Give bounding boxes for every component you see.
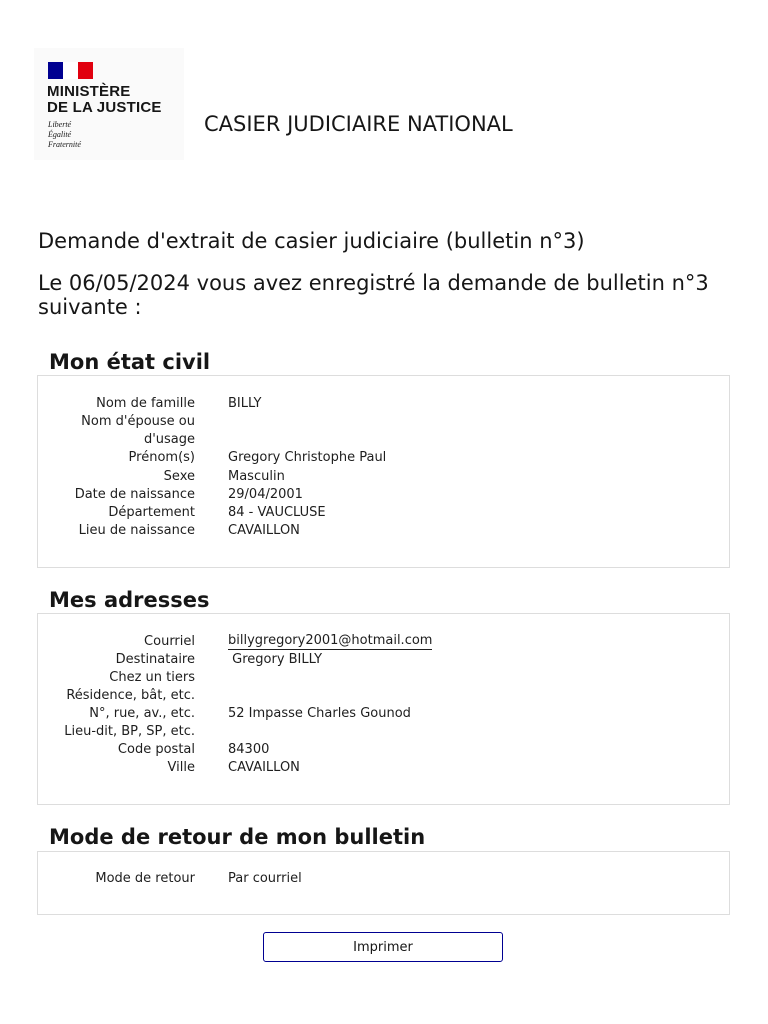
section-title-adresses: Mes adresses xyxy=(49,588,210,612)
field-row-rue xyxy=(38,705,729,723)
field-label: Chez un tiers xyxy=(109,670,195,685)
document-title: Demande d'extrait de casier judiciaire (bulletin n°3) xyxy=(38,229,585,253)
field-label: N°, rue, av., etc. xyxy=(89,706,195,721)
field-label: Courriel xyxy=(144,634,195,649)
ministry-logo xyxy=(34,48,184,160)
field-value: Gregory BILLY xyxy=(228,652,323,667)
field-value: 84300 xyxy=(228,742,270,757)
field-row-residence xyxy=(38,687,729,705)
field-label: Ville xyxy=(167,760,195,775)
field-value: Par courriel xyxy=(228,871,302,886)
ministry-name: MINISTÈRE DE LA JUSTICE xyxy=(47,83,162,116)
field-value: BILLY xyxy=(228,396,262,411)
field-value: Masculin xyxy=(228,469,285,484)
field-label: Lieu de naissance xyxy=(78,523,195,538)
field-row-chez-tiers xyxy=(38,669,729,687)
field-label: Nom de famille xyxy=(96,396,195,411)
retour-panel xyxy=(37,851,730,915)
field-label: Prénom(s) xyxy=(128,450,195,465)
field-row-destinataire xyxy=(38,651,729,669)
field-row-prenoms xyxy=(38,449,729,467)
section-title-retour: Mode de retour de mon bulletin xyxy=(49,825,426,849)
intro-text: Le 06/05/2024 vous avez enregistré la demande de bulletin n°3 suivante : xyxy=(38,271,709,319)
header-title: CASIER JUDICIAIRE NATIONAL xyxy=(204,112,513,136)
field-row-nom-usage xyxy=(38,431,729,449)
field-value: CAVAILLON xyxy=(228,760,300,775)
field-row-ville xyxy=(38,759,729,777)
field-label: Nom d'épouse ou xyxy=(81,414,195,429)
field-row-departement xyxy=(38,504,729,522)
section-title-etat-civil: Mon état civil xyxy=(49,350,211,374)
adresses-panel xyxy=(37,613,730,805)
republic-motto: Liberté Égalité Fraternité xyxy=(48,120,81,149)
field-label: Lieu-dit, BP, SP, etc. xyxy=(64,724,195,739)
field-label: d'usage xyxy=(143,432,195,447)
email-link[interactable]: billygregory2001@hotmail.com xyxy=(228,633,433,648)
field-value: Gregory Christophe Paul xyxy=(228,450,387,465)
field-row-nom-famille xyxy=(38,395,729,413)
field-row-sexe xyxy=(38,468,729,486)
field-label: Code postal xyxy=(117,742,195,757)
field-value: 29/04/2001 xyxy=(228,487,303,502)
field-label: Résidence, bât, etc. xyxy=(66,688,195,703)
field-label: Sexe xyxy=(163,469,195,484)
french-flag-icon xyxy=(48,62,93,79)
field-label: Destinataire xyxy=(115,652,195,667)
field-value: 84 - VAUCLUSE xyxy=(228,505,326,520)
print-button[interactable]: Imprimer xyxy=(263,932,503,962)
field-value: 52 Impasse Charles Gounod xyxy=(228,706,411,721)
field-row-code-postal xyxy=(38,741,729,759)
field-row-lieu-naissance xyxy=(38,522,729,540)
field-row-courriel xyxy=(38,633,729,651)
field-row-lieu-dit xyxy=(38,723,729,741)
etat-civil-panel xyxy=(37,375,730,568)
field-row-nom-epouse xyxy=(38,413,729,431)
field-label: Mode de retour xyxy=(95,871,195,886)
field-row-date-naissance xyxy=(38,486,729,504)
field-value: CAVAILLON xyxy=(228,523,300,538)
field-row-mode-retour xyxy=(38,870,729,888)
field-label: Département xyxy=(108,505,195,520)
field-label: Date de naissance xyxy=(74,487,195,502)
